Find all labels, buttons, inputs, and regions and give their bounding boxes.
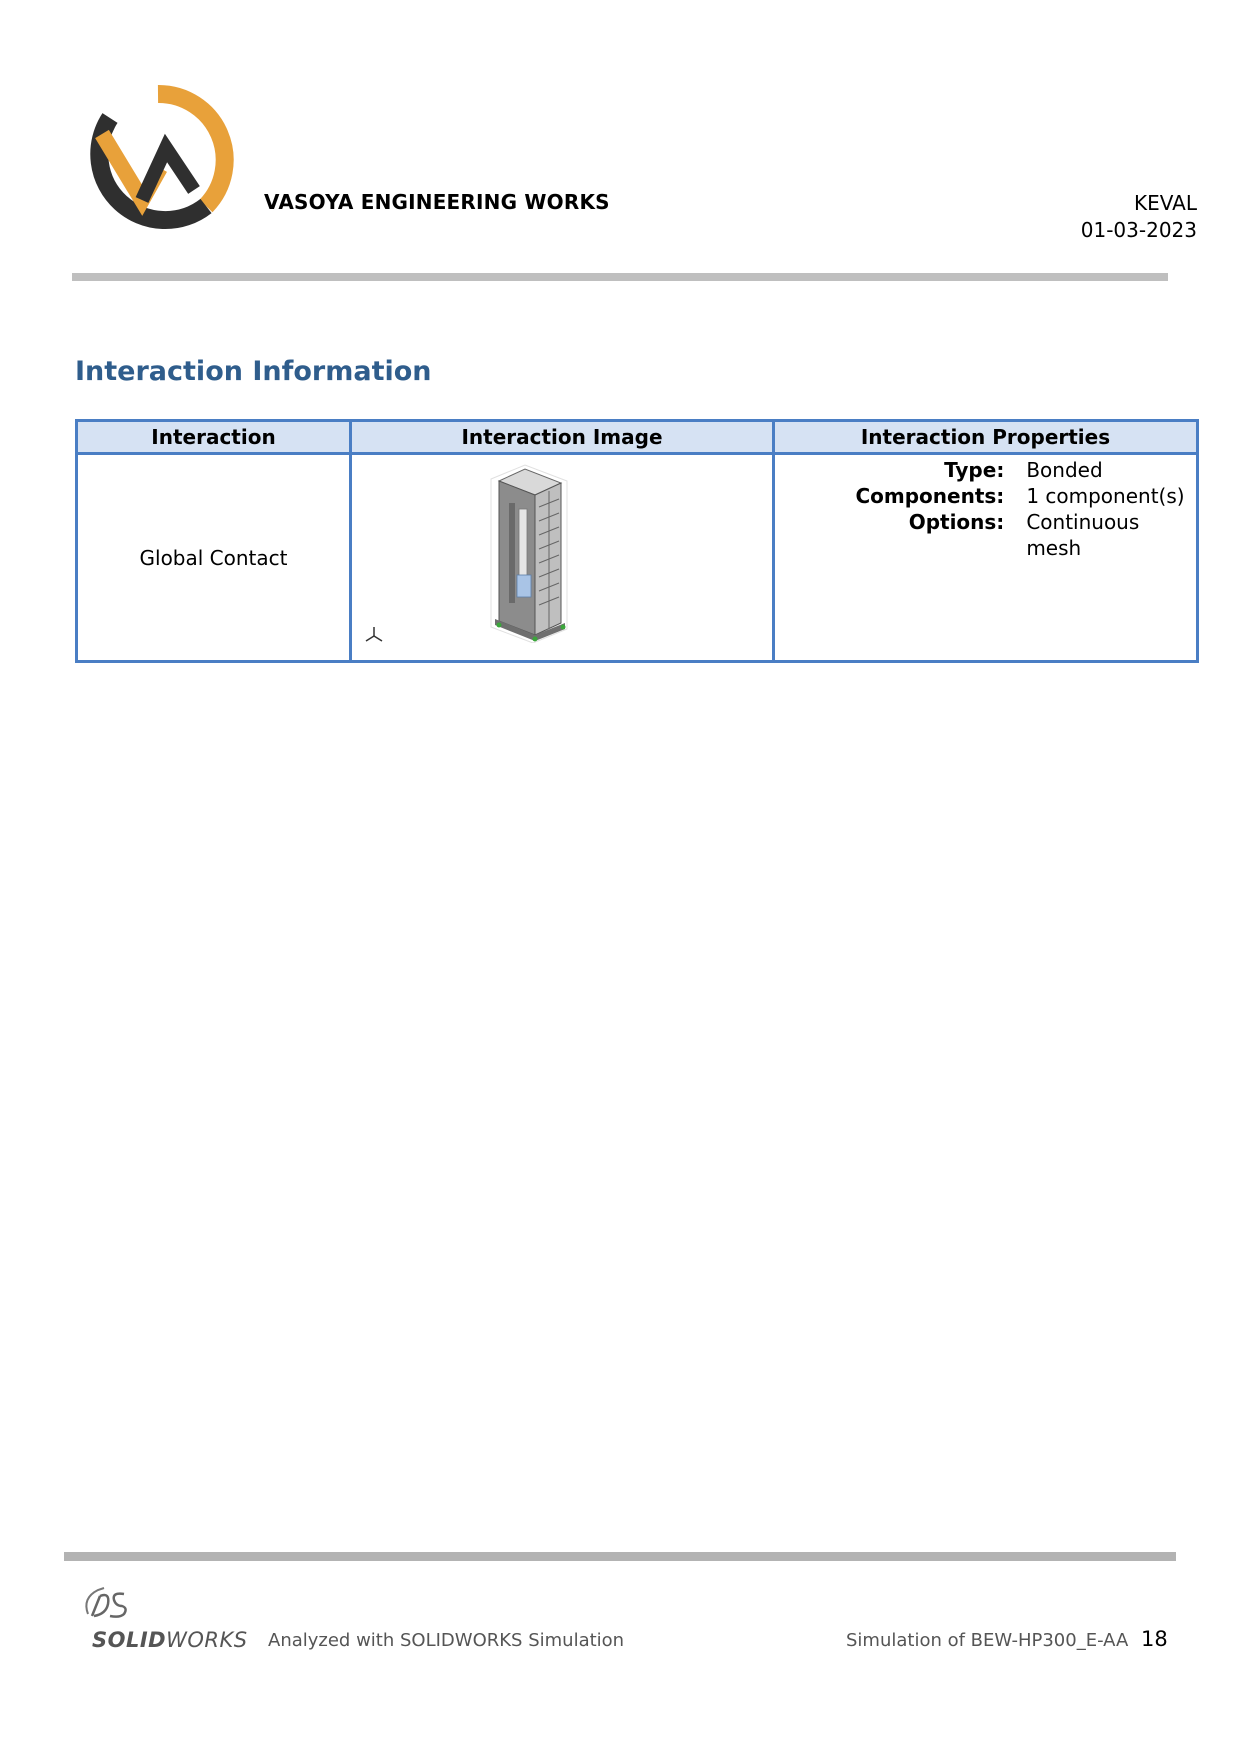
property-value: 1 component(s) <box>1026 484 1185 508</box>
header-interaction: Interaction <box>77 421 351 454</box>
property-row <box>775 509 1196 561</box>
model-image-icon <box>467 463 617 643</box>
property-value: Continuous mesh <box>1026 510 1140 560</box>
company-logo-icon <box>80 82 236 238</box>
interaction-name: Global Contact <box>77 454 351 662</box>
footer-divider <box>64 1552 1176 1561</box>
section-title: Interaction Information <box>75 356 432 387</box>
company-name: VASOYA ENGINEERING WORKS <box>264 190 610 214</box>
page-number: 18 <box>1141 1627 1168 1651</box>
brand-bold: SOLID <box>92 1628 167 1652</box>
property-row <box>775 457 1196 483</box>
header-divider <box>72 273 1168 281</box>
interaction-properties-cell <box>774 454 1198 662</box>
simulation-name: Simulation of BEW-HP300_E-AA <box>846 1630 1129 1651</box>
property-row <box>775 483 1196 509</box>
header-interaction-properties: Interaction Properties <box>774 421 1198 454</box>
properties-list <box>775 457 1196 561</box>
property-value: Bonded <box>1026 458 1103 482</box>
author-name: KEVAL <box>1134 191 1197 215</box>
solidworks-wordmark <box>92 1628 248 1652</box>
report-date: 01-03-2023 <box>1080 218 1197 242</box>
author-block <box>1081 190 1197 244</box>
table-row <box>77 454 1198 662</box>
analyzed-with: Analyzed with SOLIDWORKS Simulation <box>268 1630 625 1651</box>
interaction-table <box>75 419 1199 663</box>
property-key: Components: <box>855 484 1005 508</box>
property-key: Options: <box>908 510 1005 534</box>
axis-triad-icon <box>364 625 384 643</box>
header-interaction-image: Interaction Image <box>351 421 774 454</box>
table-header-row <box>77 421 1198 454</box>
interaction-image-cell <box>351 454 774 662</box>
property-key: Type: <box>944 458 1005 482</box>
brand-light: WORKS <box>166 1628 248 1652</box>
